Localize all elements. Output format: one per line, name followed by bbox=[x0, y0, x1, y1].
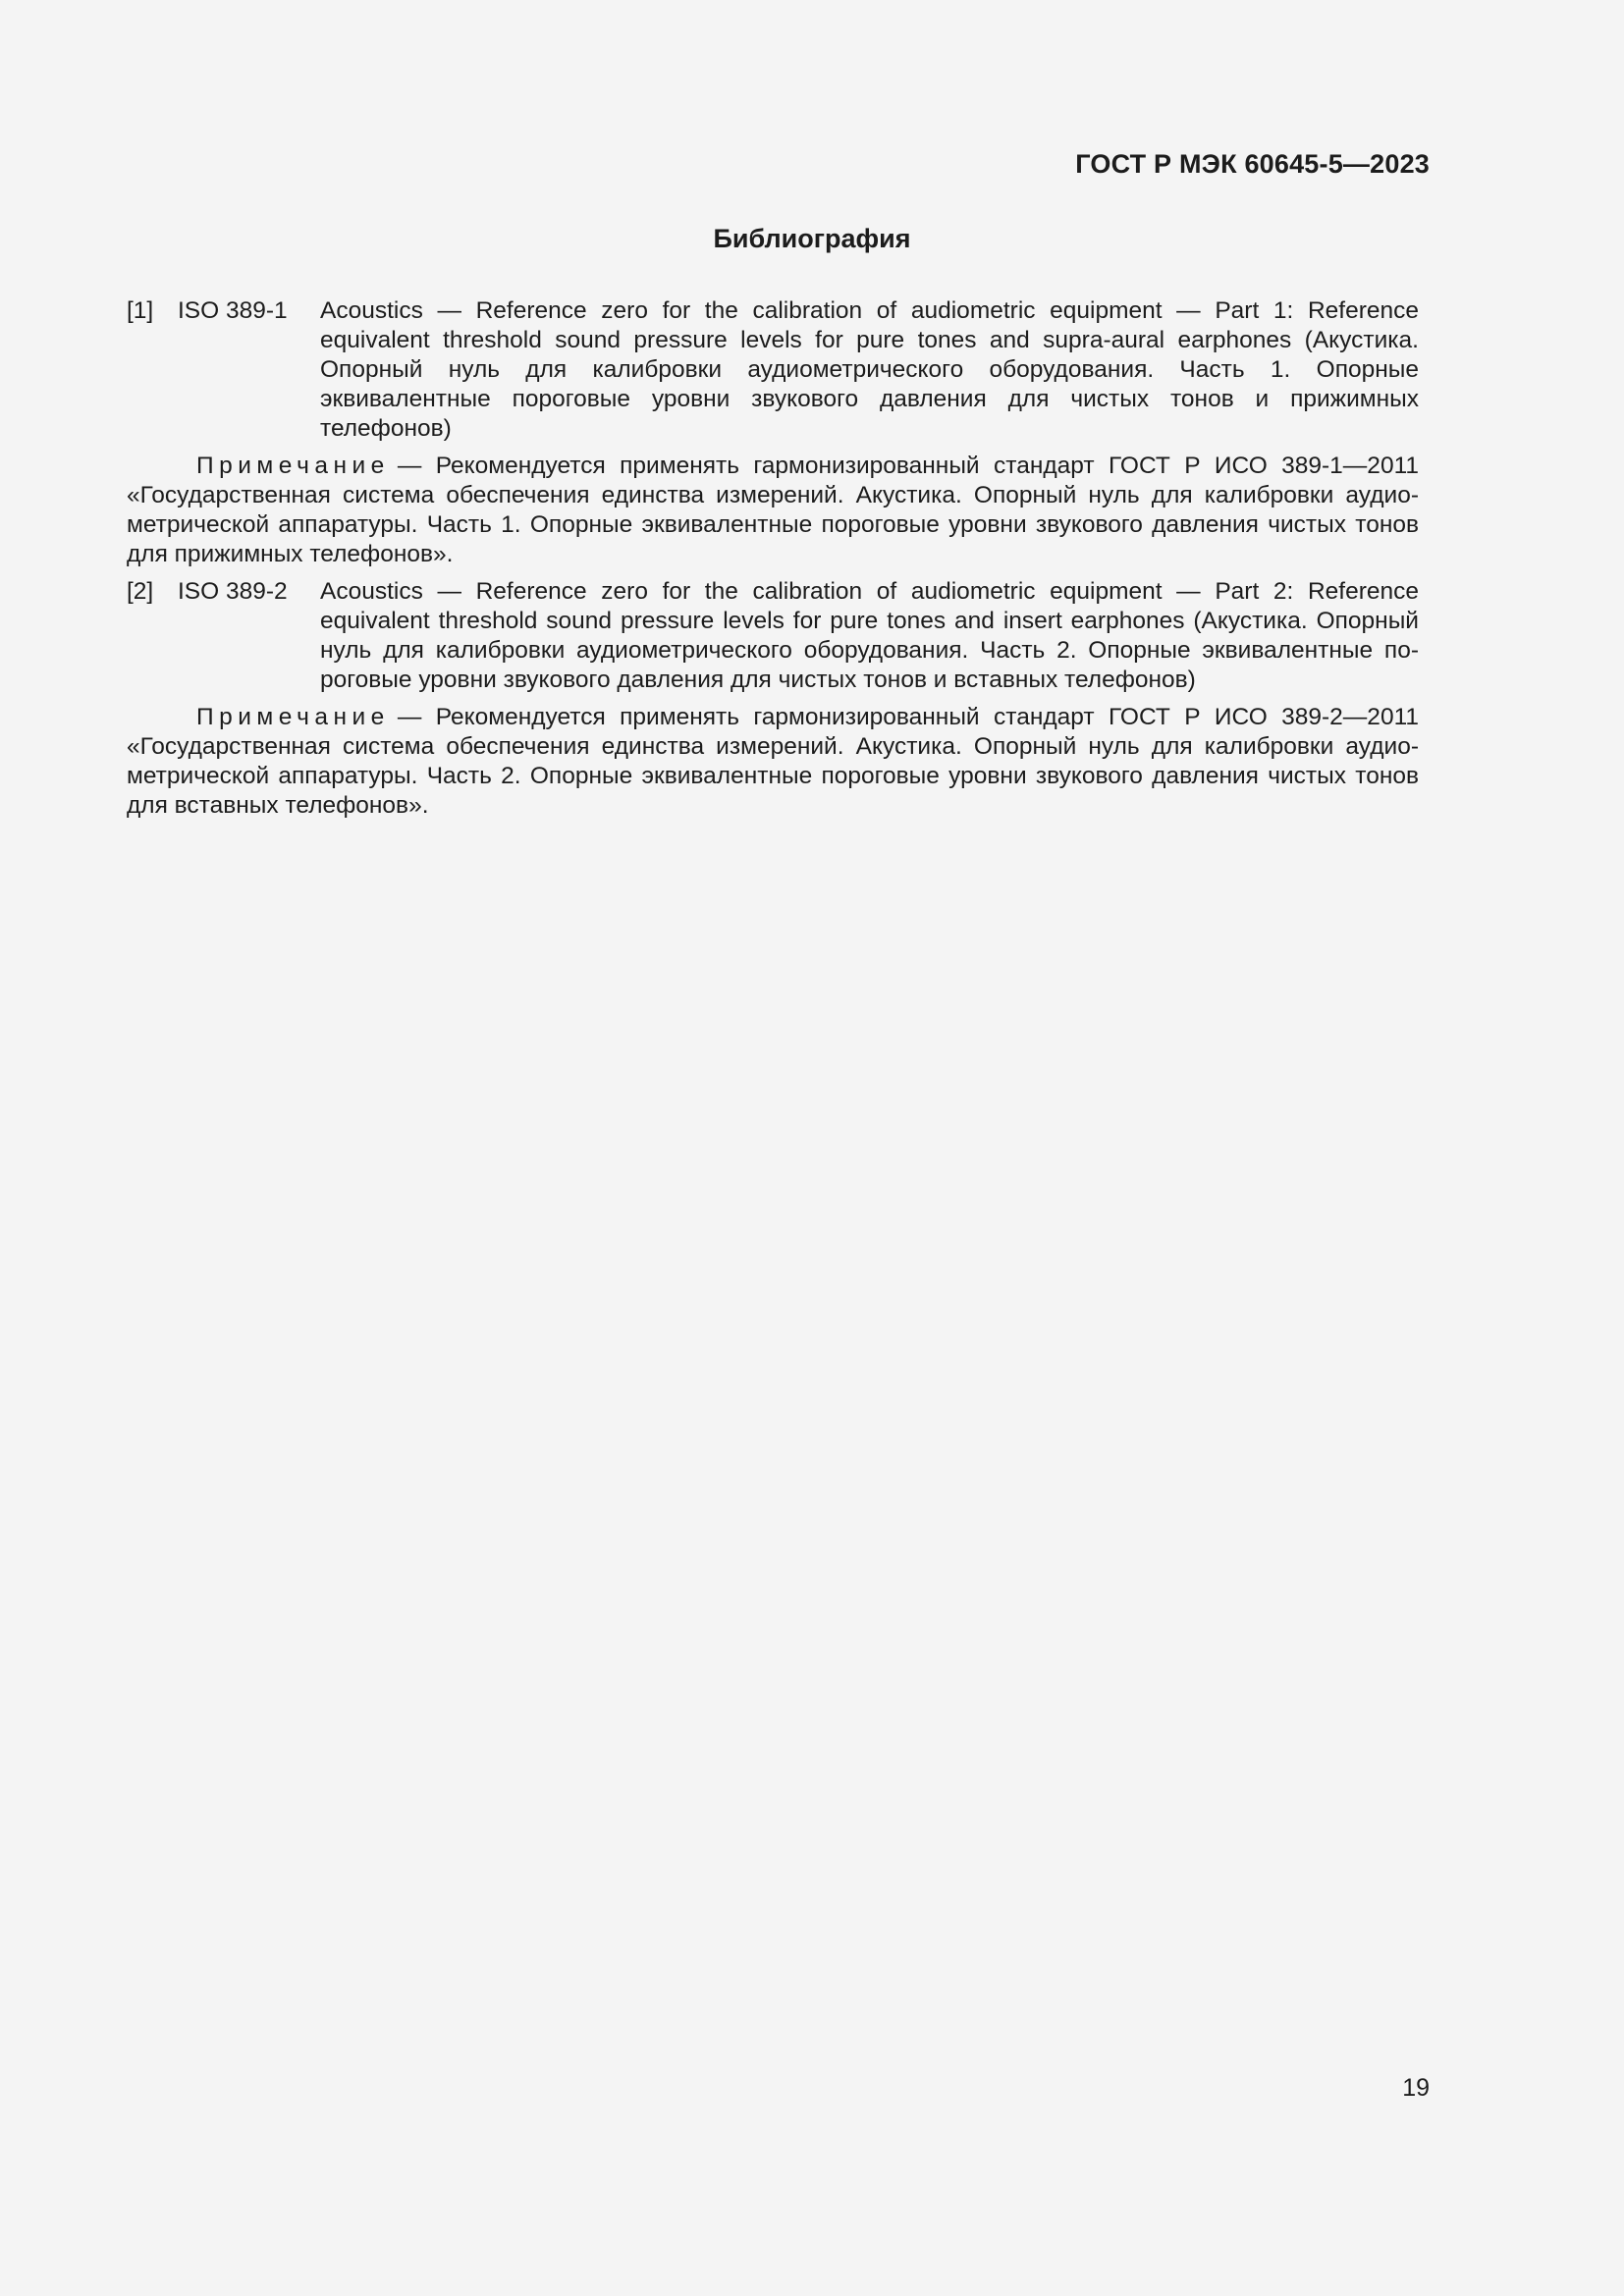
entry-number: [1] bbox=[127, 297, 154, 324]
bibliography-list bbox=[127, 296, 1419, 828]
standard-designation: ГОСТ Р МЭК 60645-5—2023 bbox=[1075, 149, 1430, 179]
entry-code: ISO 389-2 bbox=[178, 578, 288, 605]
note-text: — Рекомендуется применять гармонизированный стандарт ГОСТ Р ИСО 389-1—2011 «Государственная система обеспечения единства измерений. Акустика. Опорный нуль для калибровки аудиометрической аппаратуры. Часть 1. Опорные эквивалентные пороговые уровни звукового давления чистых тонов для прижимных телефонов». bbox=[127, 453, 1419, 567]
bibliography-entry bbox=[127, 296, 1419, 444]
bibliography-entry bbox=[127, 577, 1419, 695]
note-label: Примечание bbox=[196, 453, 390, 479]
section-title: Библиография bbox=[713, 224, 911, 253]
entry-number: [2] bbox=[127, 578, 154, 605]
entry-text: Acoustics — Reference zero for the calibration of audiometric equipment — Part 1: Reference equivalent threshold sound pressure levels for pure tones and supra-aural earphones (Акустика. Опорный нуль для калибровки аудиометрического оборудования. Часть 1. Опорные эквивалентные пороговые уровни звукового давления для чистых тонов и прижимных телефонов) bbox=[320, 297, 1419, 442]
page-number: 19 bbox=[1402, 2074, 1430, 2102]
note-label: Примечание bbox=[196, 704, 390, 730]
entry-text: Acoustics — Reference zero for the calibration of audiometric equipment — Part 2: Reference equivalent threshold sound pressure levels for pure tones and insert earphones (Акустика. Опорный нуль для калибровки аудиометрического оборудования. Часть 2. Опорные эквивалентные пороговые уровни звукового давления для чистых тонов и вставных телефонов) bbox=[320, 578, 1419, 693]
note-text: — Рекомендуется применять гармонизированный стандарт ГОСТ Р ИСО 389-2—2011 «Государственная система обеспечения единства измерений. Акустика. Опорный нуль для калибровки аудиометрической аппаратуры. Часть 2. Опорные эквивалентные пороговые уровни звукового давления чистых тонов для вставных телефонов». bbox=[127, 704, 1419, 819]
entry-code: ISO 389-1 bbox=[178, 297, 288, 324]
entry-note bbox=[127, 703, 1419, 821]
entry-note bbox=[127, 452, 1419, 569]
